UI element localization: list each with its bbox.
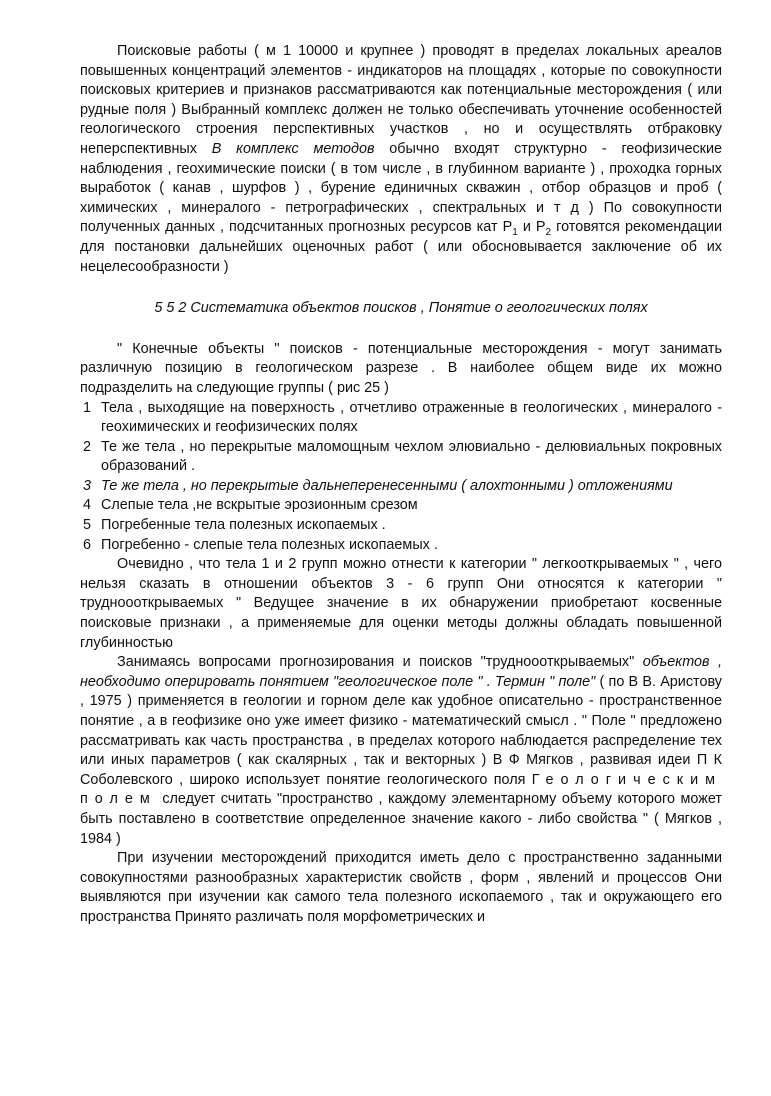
section-heading: 5 5 2 Систематика объектов поисков , Понятие о геологических полях — [154, 300, 648, 317]
list-item-text: Слепые тела ,не вскрытые эрозионным срезом — [101, 497, 418, 514]
paragraph-text: ( по В В. Аристову , 1975 ) применяется в геологии и горном деле как удобное описательно - пространственное понятие , а в геофизике оно уже имеет физико - математический смысл . " Поле " предложено рассматривать как часть пространства , в пределах которого наблюдается распределение тех или иных параметров ( как скалярных , так и векторных ) В Ф Мягков , развивая идеи П К Соболевского , широко использует понятие геологического поля — [80, 673, 722, 788]
italic-phrase: объектов , необходимо оперировать понятием "геологическое поле " . Термин " поле" — [80, 654, 722, 690]
italic-phrase: В комплекс методов — [211, 140, 375, 157]
list-item-number: 5 — [83, 517, 92, 534]
paragraph-text: и P — [517, 219, 546, 236]
object-groups-list — [80, 399, 722, 556]
list-item — [80, 516, 722, 536]
list-item-number: 6 — [83, 536, 92, 553]
list-item — [80, 536, 722, 556]
paragraph-deposit-study: При изучении месторождений приходится иметь дело с пространственно заданными совокупностями разнообразных характеристик свойств , форм , явлений и процессов Они выявляются при изучении как самого тела полезного ископаемого , так и окружающего его пространства Принято различать поля морфометрических и — [80, 850, 722, 925]
paragraph-text: следует считать "пространство , каждому элементарному объему которого может быть поставлено в соответствие определенное значение какого - либо свойства " ( Мягков , 1984 ) — [80, 791, 722, 847]
list-item — [80, 438, 722, 477]
list-item-text: Те же тела , но перекрытые дальнеперенесенными ( алохтонными ) отложениями — [101, 477, 673, 494]
list-item — [80, 496, 722, 516]
list-item — [80, 399, 722, 438]
paragraph-text: Поисковые работы ( м 1 10000 и крупнее ) проводят в пределах локальных ареалов повышенных концентраций элементов - индикаторов на площадях , которые по совокупности поисковых критериев и признаков рассматриваются как потенциальные месторождения ( или рудные поля ) Выбранный комплекс должен не только обеспечивать уточнение особенностей геологического строения перспективных участков , но и осуществлять отбраковку неперспективных — [80, 43, 722, 157]
list-item-number: 2 — [83, 438, 92, 455]
list-item-number: 1 — [83, 399, 92, 416]
list-item-number: 4 — [83, 497, 92, 514]
paragraph-geological-field — [80, 653, 722, 849]
list-item-number: 3 — [83, 477, 92, 494]
list-item-text: Тела , выходящие на поверхность , отчетливо отраженные в геологических , минералого - геохимических и геофизических полях — [101, 399, 722, 436]
list-item-text: Погребенные тела полезных ископаемых . — [101, 517, 386, 534]
list-item-text: Погребенно - слепые тела полезных ископаемых . — [101, 536, 438, 553]
list-item — [80, 477, 722, 497]
spaced-term: Геологическим полем — [80, 771, 722, 808]
list-item-text: Те же тела , но перекрытые маломощным чехлом элювиально - делювиальных покровных образований . — [101, 438, 722, 475]
subscript: 2 — [545, 227, 552, 239]
paragraph-search-works — [80, 42, 722, 277]
subscript: 1 — [512, 227, 518, 239]
paragraph-categories: Очевидно , что тела 1 и 2 групп можно отнести к категории " легкооткрываемых " , чего нельзя сказать в отношении объектов 3 - 6 групп Они относятся к категории " трудноооткрываемых " Ведущее значение в их обнаружении приобретают косвенные поисковые признаки , а применяемые для оценки методы должны обладать повышенной глубинностью — [80, 556, 722, 651]
document-page — [80, 42, 722, 928]
paragraph-text: готовятся рекомендации для постановки дальнейших оценочных работ ( или обосновывается заключение об их нецелесообразности ) — [80, 219, 723, 275]
paragraph-final-objects: " Конечные объекты " поисков - потенциальные месторождения - могут занимать различную позицию в геологическом разрезе . В наиболее общем виде их можно подразделить на следующие группы ( рис 25 ) — [80, 340, 722, 396]
paragraph-text: Занимаясь вопросами прогнозирования и поисков "трудноооткрываемых" — [117, 654, 643, 671]
paragraph-text: обычно входят структурно - геофизические наблюдения , геохимические поиски ( в том числе , в глубинном варианте ) , проходка горных выработок ( канав , шурфов ) , бурение единичных скважин , отбор образцов и проб ( химических , минералого - петрографических , спектральных и т д ) По совокупности полученных данных , подсчитанных прогнозных ресурсов кат P — [80, 140, 722, 236]
